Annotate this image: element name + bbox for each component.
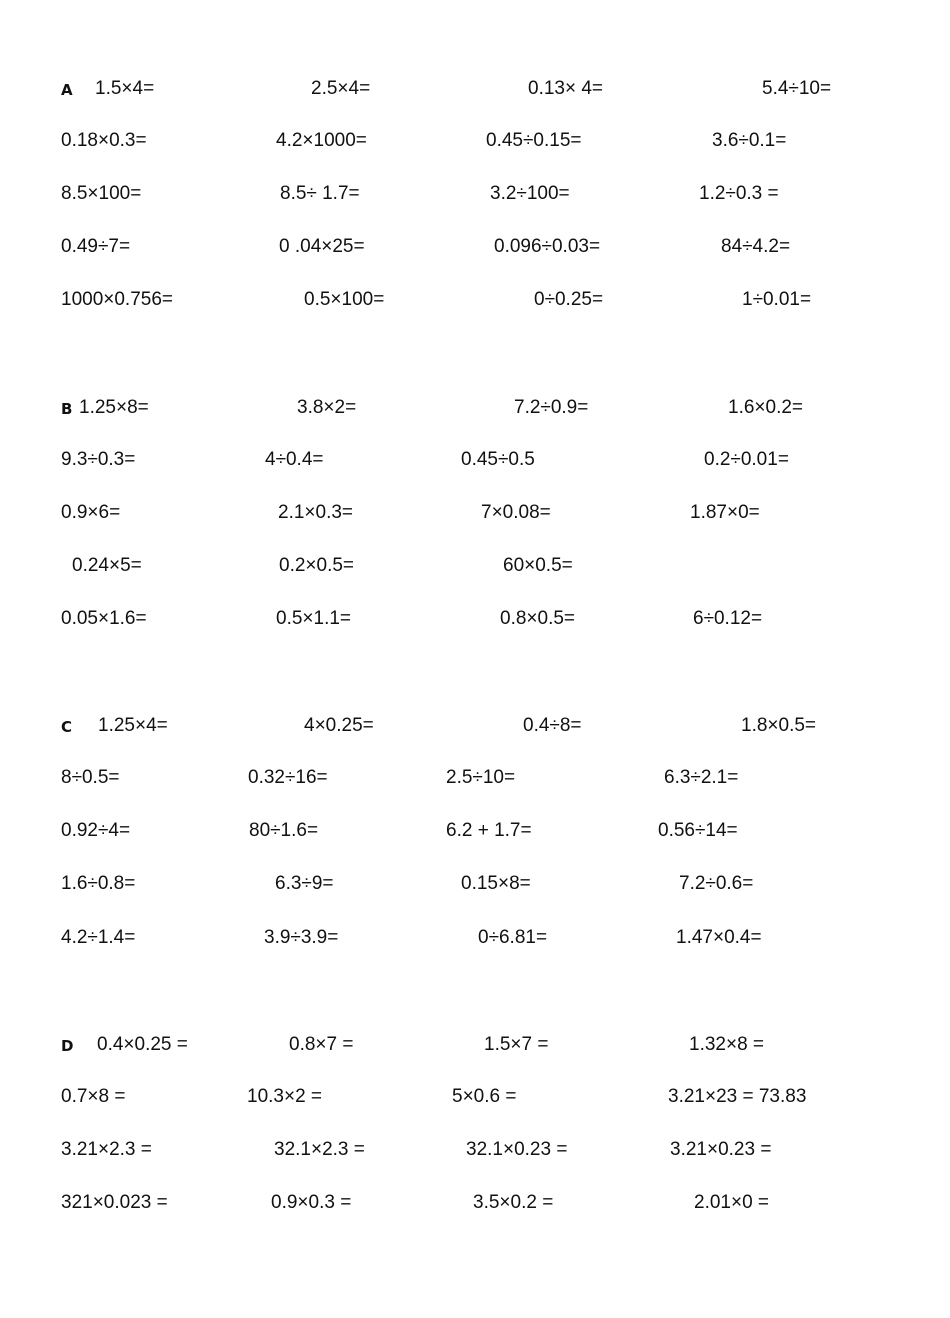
problem: 7×0.08= xyxy=(481,502,551,523)
problem: 10.3×2 = xyxy=(247,1086,323,1107)
problem: 0.45÷0.5 xyxy=(461,449,535,470)
problem: 8.5÷ 1.7= xyxy=(280,183,360,204)
problem: 7.2÷0.6= xyxy=(679,873,754,894)
problem: 0.13× 4= xyxy=(528,78,604,99)
problem: 32.1×2.3 = xyxy=(274,1139,365,1160)
problem: 9.3÷0.3= xyxy=(61,449,136,470)
problem: 80÷1.6= xyxy=(249,820,319,841)
problem: 3.21×2.3 = xyxy=(61,1139,152,1160)
problem: 4÷0.4= xyxy=(265,449,324,470)
problem: 1000×0.756= xyxy=(61,289,174,310)
problem: 4.2×1000= xyxy=(276,130,367,151)
problem: 0.49÷7= xyxy=(61,236,131,257)
problem: 0.24×5= xyxy=(72,555,142,576)
problem: 3.8×2= xyxy=(297,397,357,418)
problem: 321×0.023 = xyxy=(61,1192,168,1213)
problem: 3.6÷0.1= xyxy=(712,130,787,151)
problem: 0.56÷14= xyxy=(658,820,738,841)
problem: 3.21×23 = 73.83 xyxy=(668,1086,807,1107)
problem: 60×0.5= xyxy=(503,555,573,576)
problem: 6÷0.12= xyxy=(693,608,763,629)
problem: 1.25×8= xyxy=(79,397,149,418)
problem: 0.8×7 = xyxy=(289,1034,354,1055)
problem: 4.2÷1.4= xyxy=(61,927,136,948)
problem: 1.87×0= xyxy=(690,502,760,523)
problem: 0.32÷16= xyxy=(248,767,328,788)
problem: 1.2÷0.3 = xyxy=(699,183,779,204)
problem: 2.5÷10= xyxy=(446,767,516,788)
section-label-d: D xyxy=(61,1037,74,1055)
problem: 1.47×0.4= xyxy=(676,927,762,948)
problem: 0.05×1.6= xyxy=(61,608,147,629)
problem: 1.5×4= xyxy=(95,78,155,99)
problem: 0.4÷8= xyxy=(523,715,582,736)
problem: 1.8×0.5= xyxy=(741,715,817,736)
problem: 8÷0.5= xyxy=(61,767,120,788)
problem: 0.096÷0.03= xyxy=(494,236,601,257)
problem: 1.5×7 = xyxy=(484,1034,549,1055)
problem: 0.7×8 = xyxy=(61,1086,126,1107)
problem: 32.1×0.23 = xyxy=(466,1139,568,1160)
problem: 0.2÷0.01= xyxy=(704,449,789,470)
problem: 8.5×100= xyxy=(61,183,142,204)
problem: 1.6×0.2= xyxy=(728,397,804,418)
problem: 1.25×4= xyxy=(98,715,168,736)
problem: 1.32×8 = xyxy=(689,1034,765,1055)
problem: 3.2÷100= xyxy=(490,183,570,204)
problem: 1÷0.01= xyxy=(742,289,812,310)
problem: 0.18×0.3= xyxy=(61,130,147,151)
problem: 6.3÷2.1= xyxy=(664,767,739,788)
problem: 0.4×0.25 = xyxy=(97,1034,188,1055)
problem: 7.2÷0.9= xyxy=(514,397,589,418)
problem: 0.5×100= xyxy=(304,289,385,310)
problem: 1.6÷0.8= xyxy=(61,873,136,894)
problem: 4×0.25= xyxy=(304,715,374,736)
problem: 5.4÷10= xyxy=(762,78,832,99)
problem: 0.8×0.5= xyxy=(500,608,576,629)
problem: 0.2×0.5= xyxy=(279,555,355,576)
section-label-b: B xyxy=(61,400,73,418)
section-label-c: C xyxy=(61,718,73,736)
problem: 0.5×1.1= xyxy=(276,608,352,629)
problem: 3.21×0.23 = xyxy=(670,1139,772,1160)
problem: 0 .04×25= xyxy=(279,236,365,257)
problem: 0.9×6= xyxy=(61,502,121,523)
problem: 84÷4.2= xyxy=(721,236,791,257)
problem: 6.2 + 1.7= xyxy=(446,820,532,841)
problem: 0.15×8= xyxy=(461,873,531,894)
problem: 0÷0.25= xyxy=(534,289,604,310)
problem: 0÷6.81= xyxy=(478,927,548,948)
problem: 3.5×0.2 = xyxy=(473,1192,554,1213)
problem: 5×0.6 = xyxy=(452,1086,517,1107)
problem: 3.9÷3.9= xyxy=(264,927,339,948)
problem: 2.1×0.3= xyxy=(278,502,354,523)
problem: 0.9×0.3 = xyxy=(271,1192,352,1213)
problem: 0.45÷0.15= xyxy=(486,130,582,151)
section-label-a: A xyxy=(61,81,73,99)
problem: 2.5×4= xyxy=(311,78,371,99)
problem: 6.3÷9= xyxy=(275,873,334,894)
problem: 0.92÷4= xyxy=(61,820,131,841)
problem: 2.01×0 = xyxy=(694,1192,770,1213)
